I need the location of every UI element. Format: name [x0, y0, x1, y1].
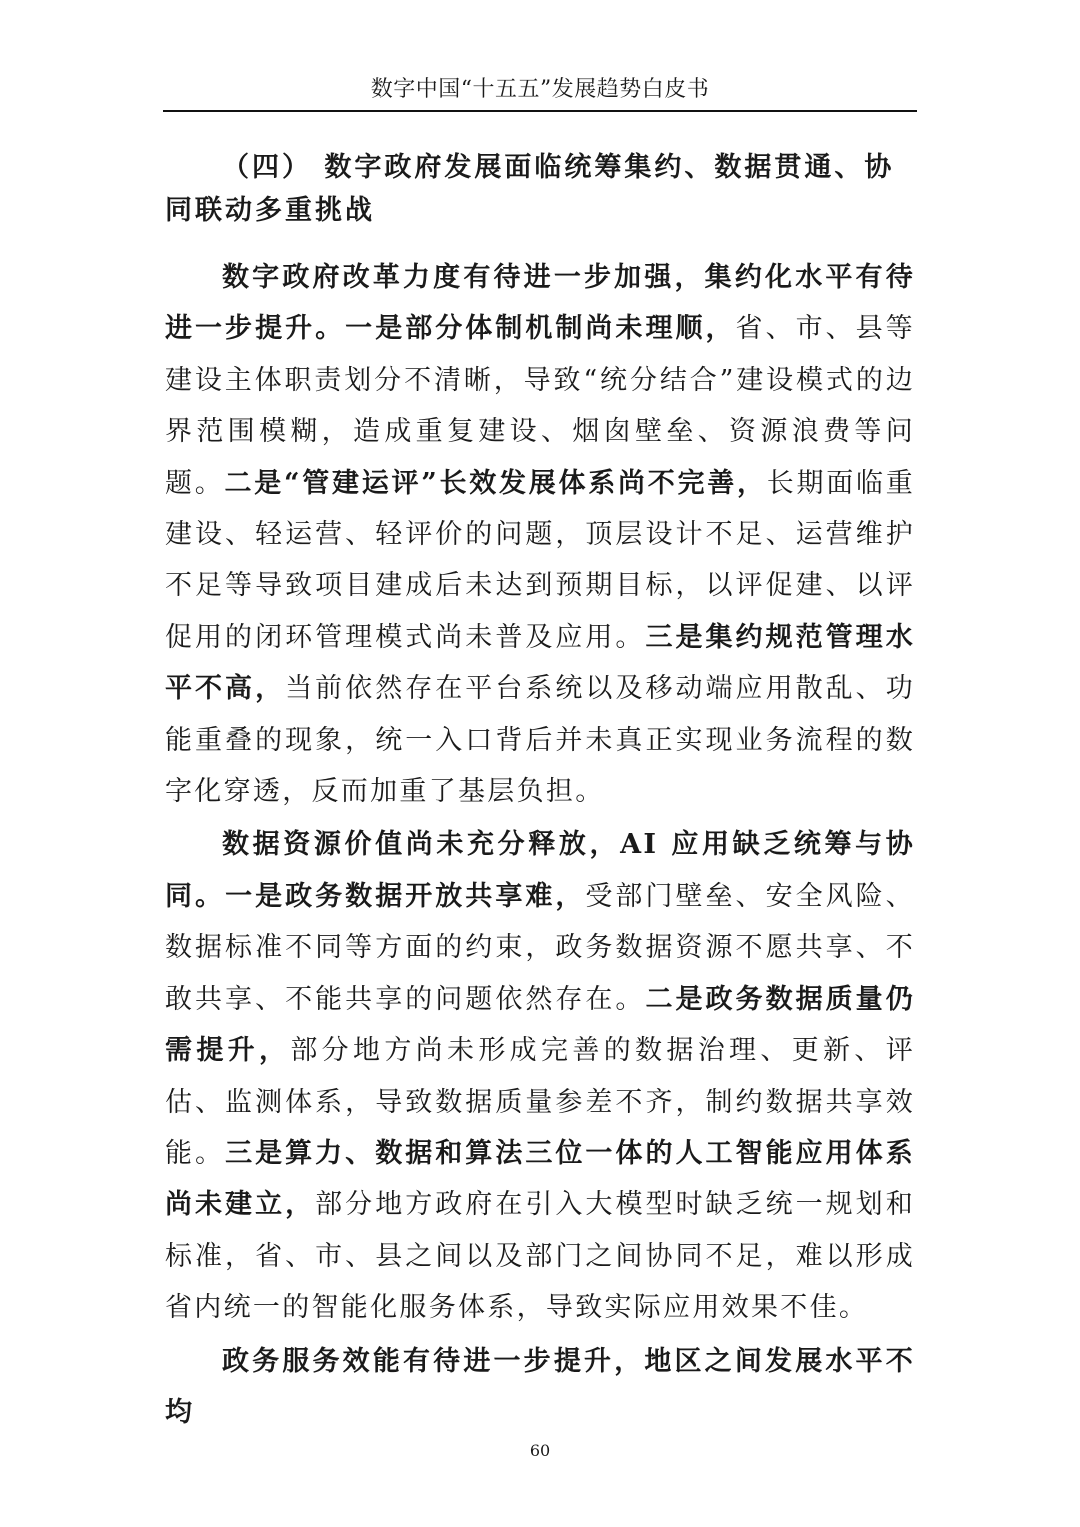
running-header-title: 数字中国“十五五”发展趋势白皮书 [370, 77, 710, 102]
point-text: 省、市、县等建设主体职责划分不清晰，导致“统分结合”建设模式的边界范围模糊，造成重复建设、烟囱壁垒、资源浪费等问题。 [165, 313, 915, 499]
point-text: 受部门壁垒、安全风险、数据标准不同等方面的约束，政务数据资源不愿共享、不敢共享、不能共享的问题依然存在。 [165, 880, 915, 1015]
paragraph-lead: 政务服务效能有待进一步提升，地区之间发展水平不均 [165, 1345, 915, 1428]
point-label: 三是集约规范管理水平不高， [165, 621, 915, 705]
paragraph-data-resources [165, 819, 915, 1333]
point-label: 一是政务数据开放共享难， [225, 880, 586, 912]
paragraph-government-reform [165, 252, 915, 817]
paragraph-lead: 数据资源价值尚未充分释放，AI 应用缺乏统筹与协同。 [165, 829, 915, 912]
page-number: 60 [529, 1441, 551, 1460]
point-label: 二是政务数据质量仍需提升， [165, 983, 915, 1067]
point-text: 部分地方尚未形成完善的数据治理、更新、评估、监测体系，导致数据质量参差不齐，制约数据共享效能。 [165, 1035, 916, 1169]
point-text: 长期面临重建设、轻运营、轻评价的问题，顶层设计不足、运营维护不足等导致项目建成后未达到预期目标，以评促建、以评促用的闭环管理模式尚未普及应用。 [165, 467, 915, 653]
page-body [165, 146, 915, 1438]
section-heading: （四） 数字政府发展面临统筹集约、数据贯通、协同联动多重挑战 [165, 152, 895, 226]
point-label: 一是部分体制机制尚未理顺， [345, 313, 736, 345]
point-text: 当前依然存在平台系统以及移动端应用散乱、功能重叠的现象，统一入口背后并未真正实现业务流程的数字化穿透，反而加重了基层负担。 [165, 673, 915, 808]
header-divider [163, 110, 917, 112]
paragraph-lead: 数字政府改革力度有待进一步加强，集约化水平有待进一步提升。 [165, 262, 915, 345]
point-label: 三是算力、数据和算法三位一体的人工智能应用体系尚未建立， [165, 1137, 915, 1221]
paragraph-service-efficiency [165, 1336, 915, 1439]
point-text: 部分地方政府在引入大模型时缺乏统一规划和标准，省、市、县之间以及部门之间协同不足，难以形成省内统一的智能化服务体系，导致实际应用效果不佳。 [165, 1189, 916, 1324]
point-label: 二是“管建运评”长效发展体系尚不完善， [224, 467, 767, 499]
